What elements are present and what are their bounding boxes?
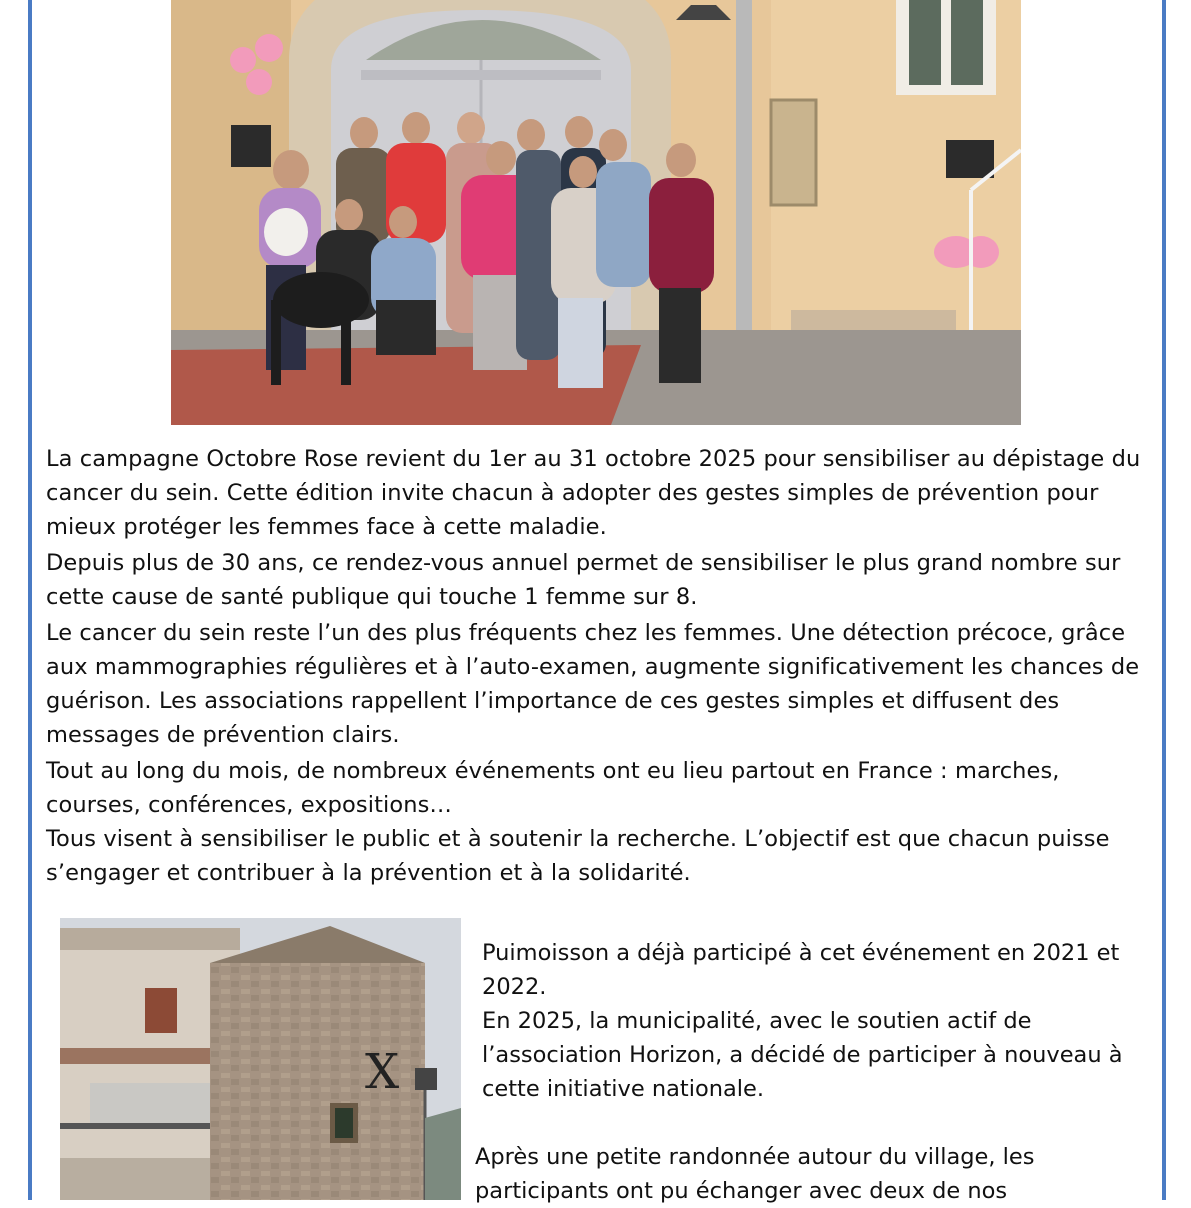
page-border-left (28, 0, 32, 1200)
paragraph: La campagne Octobre Rose revient du 1er au 31 octobre 2025 pour sensibiliser au dépistage du cancer du sein. Cette édition invite chacun à adopter des gestes simples de prévention pour mieux protéger les femmes face à cette maladie. (46, 446, 1141, 540)
side-text (475, 936, 1152, 1208)
page-border-right (1162, 0, 1166, 1200)
paragraph: Le cancer du sein reste l’un des plus fréquents chez les femmes. Une détection précoce, grâce aux mammographies régulières et à l’auto-examen, augmente significativement les chances de guérison. Les associations rappellent l’importance de ces gestes simples et diffusent des messages de prévention clairs. (46, 620, 1140, 748)
article-body (46, 442, 1146, 892)
spacer (482, 1106, 1152, 1140)
paragraph: Tous visent à sensibiliser le public et à soutenir la recherche. L’objectif est que chacun puisse s’engager et contribuer à la prévention et à la solidarité. (46, 826, 1110, 886)
paragraph: En 2025, la municipalité, avec le soutien actif de l’association Horizon, a décidé de participer à nouveau à cette initiative nationale. (482, 1008, 1123, 1102)
paragraph: Tout au long du mois, de nombreux événements ont eu lieu partout en France : marches, courses, conférences, expositions… (46, 758, 1060, 818)
paragraph: Depuis plus de 30 ans, ce rendez-vous annuel permet de sensibiliser le plus grand nombre sur cette cause de santé publique qui touche 1 femme sur 8. (46, 550, 1121, 610)
paragraph: Après une petite randonnée autour du village, les participants ont pu échanger avec deux de nos (475, 1144, 1035, 1204)
village-photo (60, 918, 461, 1200)
svg-text:X: X (365, 1044, 400, 1100)
paragraph: Puimoisson a déjà participé à cet événement en 2021 et 2022. (482, 940, 1120, 1000)
group-photo (171, 0, 1021, 425)
